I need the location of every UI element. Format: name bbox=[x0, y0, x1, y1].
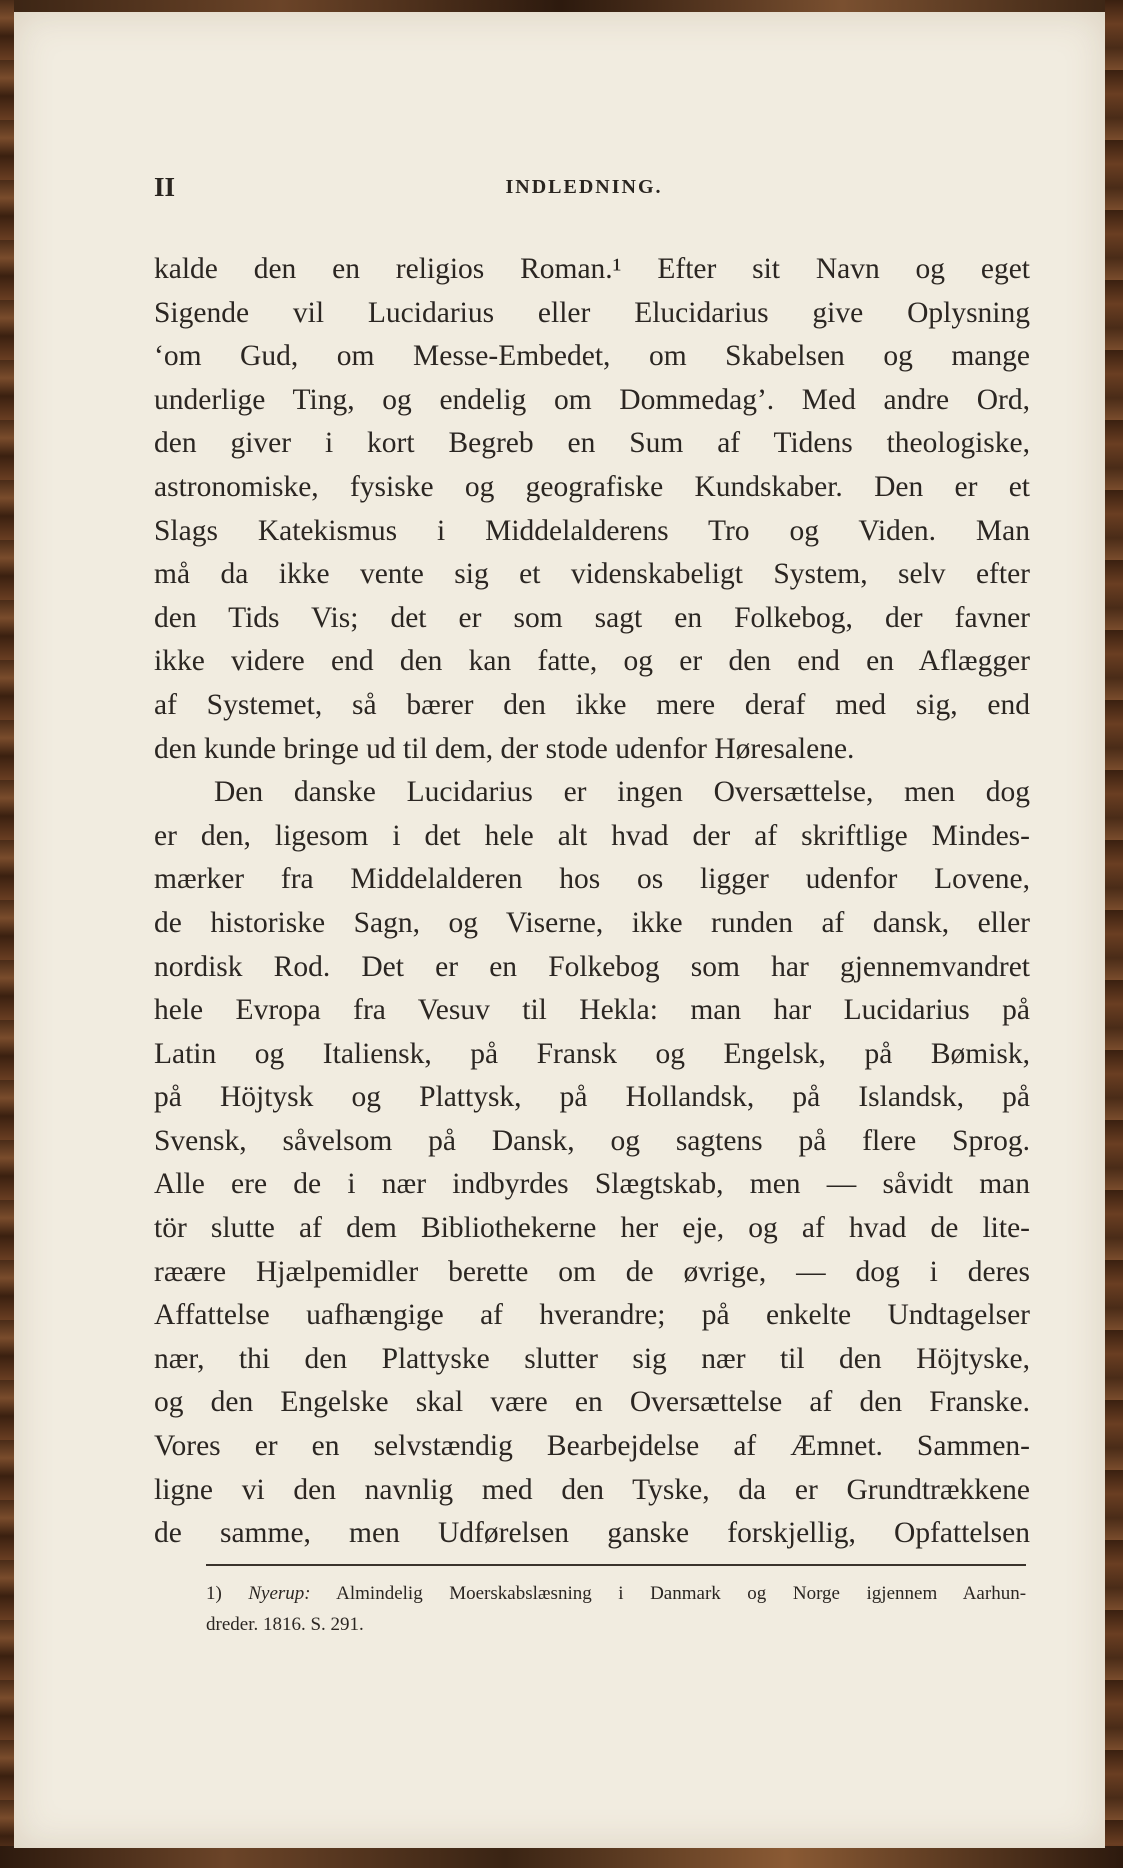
text-line: Sigende vil Lucidarius eller Elucidarius give Oplysning bbox=[154, 296, 1030, 329]
text-line: ligne vi den navnlig med den Tyske, da er Grundtrækkene bbox=[154, 1473, 1030, 1506]
text-line: tör slutte af dem Bibliothekerne her eje, og af hvad de lite- bbox=[154, 1212, 1030, 1245]
body-text bbox=[154, 248, 1030, 1556]
text-line: den kunde bringe ud til dem, der stode udenfor Høresalene. bbox=[154, 732, 855, 765]
paragraph-start-line: Den danske Lucidarius er ingen Oversættelse, men dog bbox=[214, 776, 1030, 809]
text-line: hele Evropa fra Vesuv til Hekla: man har Lucidarius på bbox=[154, 994, 1030, 1027]
text-line: underlige Ting, og endelig om Dommedag’. Med andre Ord, bbox=[154, 383, 1030, 416]
text-line: ikke videre end den kan fatte, og er den end en Aflægger bbox=[154, 645, 1030, 678]
text-line: de samme, men Udførelsen ganske forskjellig, Opfattelsen bbox=[154, 1517, 1030, 1550]
text-line: ræære Hjælpemidler berette om de øvrige, — dog i deres bbox=[154, 1255, 1030, 1288]
text-line: af Systemet, så bærer den ikke mere deraf med sig, end bbox=[154, 688, 1030, 721]
text-line: den giver i kort Begreb en Sum af Tidens theologiske, bbox=[154, 427, 1030, 460]
text-line: astronomiske, fysiske og geografiske Kundskaber. Den er et bbox=[154, 470, 1030, 503]
text-line: Alle ere de i nær indbyrdes Slægtskab, men — såvidt man bbox=[154, 1168, 1030, 1201]
text-line: kalde den en religios Roman.¹ Efter sit Navn og eget bbox=[154, 253, 1030, 285]
text-line: er den, ligesom i det hele alt hvad der af skriftlige Mindes- bbox=[154, 819, 1030, 852]
text-line: Latin og Italiensk, på Fransk og Engelsk, på Bømisk, bbox=[154, 1037, 1030, 1070]
footnote-text: Almindelig Moerskabslæsning i Danmark og Norge igjennem Aarhun- bbox=[336, 1583, 1027, 1604]
chapter-title: INDLEDNING. bbox=[505, 176, 663, 198]
text-line: den Tids Vis; det er som sagt en Folkebog, der favner bbox=[154, 601, 1030, 634]
footnote-divider bbox=[206, 1564, 1026, 1566]
footnote-author: Nyerup: bbox=[248, 1583, 311, 1604]
text-line: på Höjtysk og Plattysk, på Hollandsk, på Islandsk, på bbox=[154, 1081, 1030, 1114]
text-line: Vores er en selvstændig Bearbejdelse af Æmnet. Sammen- bbox=[154, 1430, 1030, 1463]
text-line: mærker fra Middelalderen hos os ligger udenfor Lovene, bbox=[154, 863, 1030, 896]
text-line: nordisk Rod. Det er en Folkebog som har gjennemvandret bbox=[154, 950, 1030, 983]
footnote-line: dreder. 1816. S. 291. bbox=[206, 1614, 364, 1635]
footnote-marker: 1) bbox=[206, 1583, 222, 1604]
text-line: Svensk, såvelsom på Dansk, og sagtens på flere Sprog. bbox=[154, 1124, 1030, 1157]
book-binding-left bbox=[0, 0, 14, 1868]
text-line: de historiske Sagn, og Viserne, ikke runden af dansk, eller bbox=[154, 906, 1030, 939]
text-line: nær, thi den Plattyske slutter sig nær til den Höjtyske, bbox=[154, 1342, 1030, 1375]
running-head bbox=[154, 172, 1014, 202]
text-line: ‘om Gud, om Messe-Embedet, om Skabelsen og mange bbox=[154, 340, 1030, 373]
book-binding-right bbox=[1105, 0, 1123, 1868]
text-line: må da ikke vente sig et videnskabeligt System, selv efter bbox=[154, 558, 1030, 591]
text-line: Affattelse uafhængige af hverandre; på enkelte Undtagelser bbox=[154, 1299, 1030, 1332]
text-line: og den Engelske skal være en Oversættelse af den Franske. bbox=[154, 1386, 1030, 1419]
footnote-line bbox=[206, 1578, 1026, 1609]
footnote bbox=[206, 1578, 1026, 1640]
text-line: Slags Katekismus i Middelalderens Tro og Viden. Man bbox=[154, 514, 1030, 547]
book-binding-bottom bbox=[0, 1846, 1123, 1868]
page-number: II bbox=[154, 172, 176, 202]
